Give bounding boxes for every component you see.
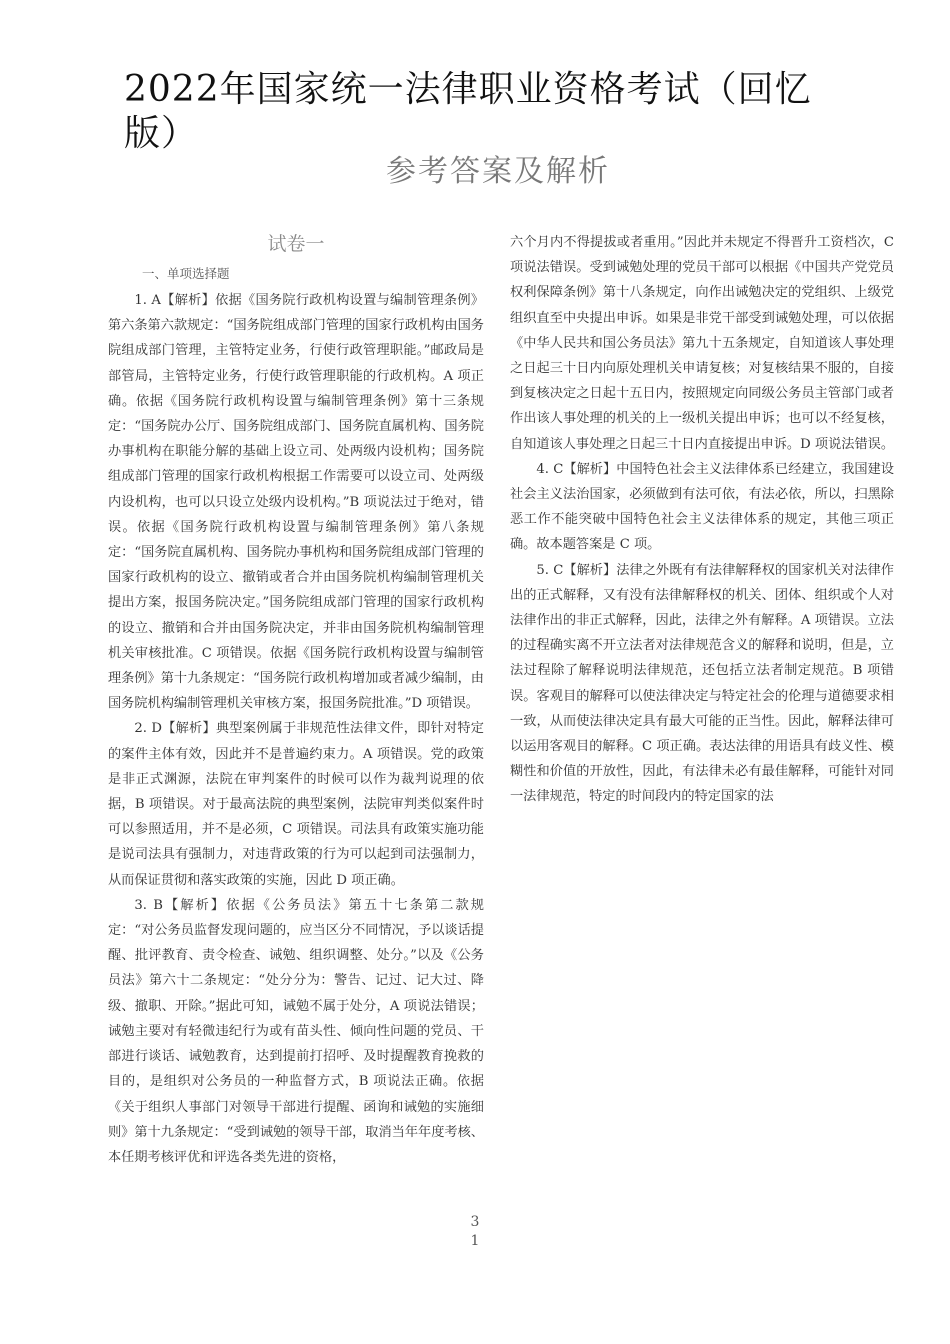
page-number-bottom: 1 [470,1233,480,1249]
page-number [0,1213,950,1251]
document-title: 2022年国家统一法律职业资格考试（回忆版） [124,69,812,154]
page-number-top: 3 [470,1214,480,1230]
answer-paragraph-2: 2. D【解析】典型案例属于非规范性法律文件，即针对特定的案件主体有效，因此并不是普遍约束力。A 项错误。党的政策是非正式渊源，法院在审判案件的时候可以作为裁判说理的依据，B 项错误。对于最高法院的典型案例，法院审判类似案件时可以参照适用，并不是必须，C 项错误。司法具有政策实施功能是说司法具有强制力，对违背政策的行为可以起到司法强制力，从而保证贯彻和落实政策的实施，因此 D 项正确。 [108,721,484,888]
section-title: 试卷一 [267,233,325,255]
answer-paragraph-4: 4. C【解析】中国特色社会主义法律体系已经建立，我国建设社会主义法治国家，必须做到有法可依，有法必依，所以，扫黑除恶工作不能突破中国特色社会主义法律体系的规定，其他三项正确。故本题答案是 C 项。 [510,461,894,553]
answer-paragraph-1: 1. A【解析】依据《国务院行政机构设置与编制管理条例》第六条第六款规定：“国务院组成部门管理的国家行政机构由国务院组成部门管理，主管特定业务，行使行政管理职能。”邮政局是部管局，主管特定业务，行使行政管理职能的行政机构。A 项正确。依据《国务院行政机构设置与编制管理条例》第十三条规定：“国务院办公厅、国务院组成部门、国务院直属机构、国务院办事机构在职能分解的基础上设立司、处两级内设机构；国务院组成部门管理的国家行政机构根据工作需要可以设立司、处两级内设机构，也可以只设立处级内设机构。”B 项说法过于绝对，错误。依据《国务院行政机构设置与编制管理条例》第八条规定：“国务院直属机构、国务院办事机构和国务院组成部门管理的国家行政机构的设立、撤销或者合并由国务院机构编制管理机关提出方案，报国务院决定。”国务院组成部门管理的国家行政机构的设立、撤销和合并由国务院决定，并非由国务院机构编制管理机关审核批准。C 项错误。依据《国务院行政机构设置与编制管理条例》第十九条规定：“国务院行政机构增加或者减少编制，由国务院机构编制管理机关审核方案，报国务院批准。”D 项错误。 [108,293,484,712]
right-column [510,230,894,810]
left-column [108,230,484,1170]
section-subtitle: 一、单项选择题 [142,266,230,281]
answer-paragraph-3: 3. B【解析】依据《公务员法》第五十七条第二款规定：“对公务员监督发现问题的，应当区分不同情况，予以谈话提醒、批评教育、责令检查、诫勉、组织调整、处分。”以及《公务员法》第六十二条规定：“处分分为：警告、记过、记大过、降级、撤职、开除。”据此可知，诫勉不属于处分，A 项说法错误；诫勉主要对有轻微违纪行为或有苗头性、倾向性问题的党员、干部进行谈话、诫勉教育，达到提前打招呼、及时提醒教育挽救的目的，是组织对公务员的一种监督方式，B 项说法正确。依据《关于组织人事部门对领导干部进行提醒、函询和诫勉的实施细则》第十九条规定：“受到诫勉的领导干部，取消当年年度考核、本任期考核评优和评选各类先进的资格， [108,897,484,1165]
answer-paragraph-3-continued: 六个月内不得提拔或者重用。”因此并未规定不得晋升工资档次，C 项说法错误。受到诫勉处理的党员干部可以根据《中国共产党党员权利保障条例》第十八条规定，向作出诫勉决定的党组织、上级党组织直至中央提出申诉。如果是非党干部受到诫勉处理，可以依据《中华人民共和国公务员法》第九十五条规定，自知道该人事处理之日起三十日内向原处理机关申请复核；对复核结果不服的，自接到复核决定之日起十五日内，按照规定向同级公务员主管部门或者作出该人事处理的机关的上一级机关提出申诉；也可以不经复核，自知道该人事处理之日起三十日内直接提出申诉。D 项说法错误。 [510,235,895,452]
document-subtitle: 参考答案及解析 [386,154,610,189]
answer-paragraph-5: 5. C【解析】法律之外既有有法律解释权的国家机关对法律作出的正式解释，又有没有法律解释权的机关、团体、组织或个人对法律作出的非正式解释，因此，法律之外有解释。A 项错误。立法的过程确实离不开立法者对法律规范含义的解释和说明，但是，立法过程除了解释说明法律规范，还包括立法者制定规范。B 项错误。客观目的解释可以使法律决定与特定社会的伦理与道德要求相一致，从而使法律决定具有最大可能的正当性。因此，解释法律可以运用客观目的解释。C 项正确。表达法律的用语具有歧义性、模糊性和价值的开放性，因此，有法律未必有最佳解释，可能针对同一法律规范，特定的时间段内的特定国家的法 [510,562,894,805]
